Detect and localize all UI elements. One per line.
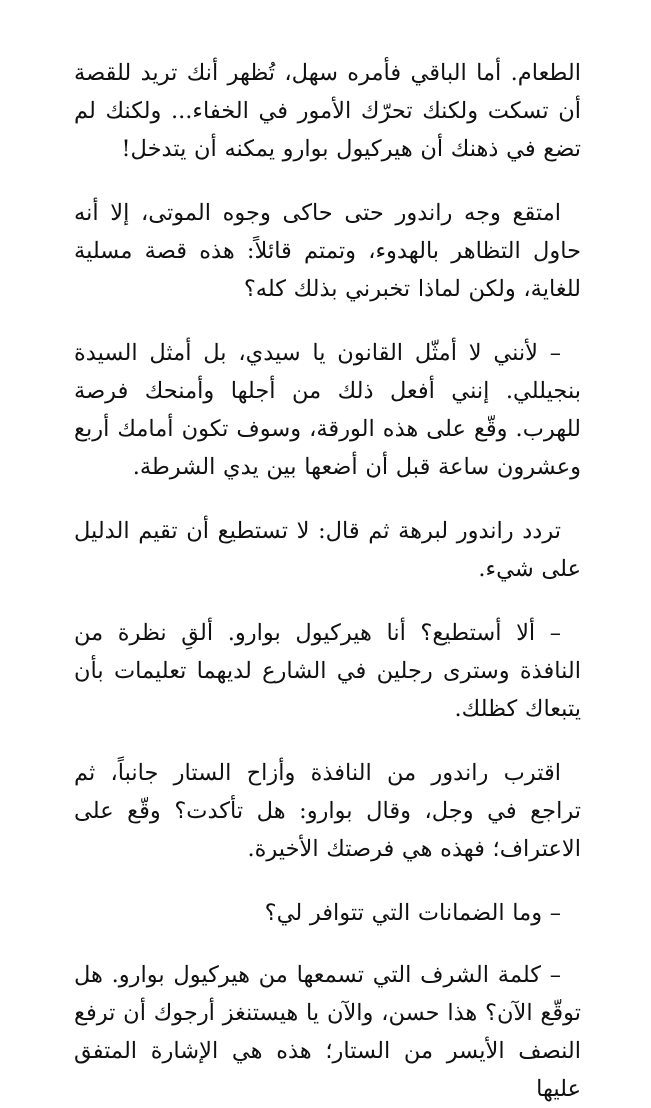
- paragraph-4: تردد راندور لبرهة ثم قال: لا تستطيع أن تقيم الدليل على شيء.: [74, 518, 581, 582]
- paragraph-2: امتقع وجه راندور حتى حاكى وجوه الموتى، إلا أنه حاول التظاهر بالهدوء، وتمتم قائلاً: هذه قصة مسلية للغاية، ولكن لماذا تخبرني بذلك كله؟: [74, 200, 581, 302]
- paragraph-5: – ألا أستطيع؟ أنا هيركيول بوارو. ألقِ نظرة من النافذة وسترى رجلين في الشارع لديهما تعليمات بأن يتبعاك كظلك.: [74, 620, 581, 722]
- paragraph-1: الطعام. أما الباقي فأمره سهل، تُظهر أنك تريد للقصة أن تسكت ولكنك تحرّك الأمور في الخفاء... ولكنك لم تضع في ذهنك أن هيركيول بوارو يمكنه أن يتدخل!: [74, 60, 581, 162]
- paragraph-8: – كلمة الشرف التي تسمعها من هيركيول بوارو. هل توقّع الآن؟ هذا حسن، والآن يا هيستنغز أرجوك أن ترفع النصف الأيسر من الستار؛ هذه هي الإشارة المتفق عليها: [74, 962, 581, 1102]
- paragraph-3: – لأنني لا أمثّل القانون يا سيدي، بل أمثل السيدة بنجيللي. إنني أفعل ذلك من أجلها وأمنحك فرصة للهرب. وقّع على هذه الورقة، وسوف تكون أمامك أربع وعشرون ساعة قبل أن أضعها بين يدي الشرطة.: [74, 340, 581, 480]
- page-text: [74, 54, 581, 1108]
- paragraph-6: اقترب راندور من النافذة وأزاح الستار جانباً، ثم تراجع في وجل، وقال بوارو: هل تأكدت؟ وقّع على الاعتراف؛ فهذه هي فرصتك الأخيرة.: [74, 760, 581, 862]
- paragraph-7: – وما الضمانات التي تتوافر لي؟: [264, 900, 561, 926]
